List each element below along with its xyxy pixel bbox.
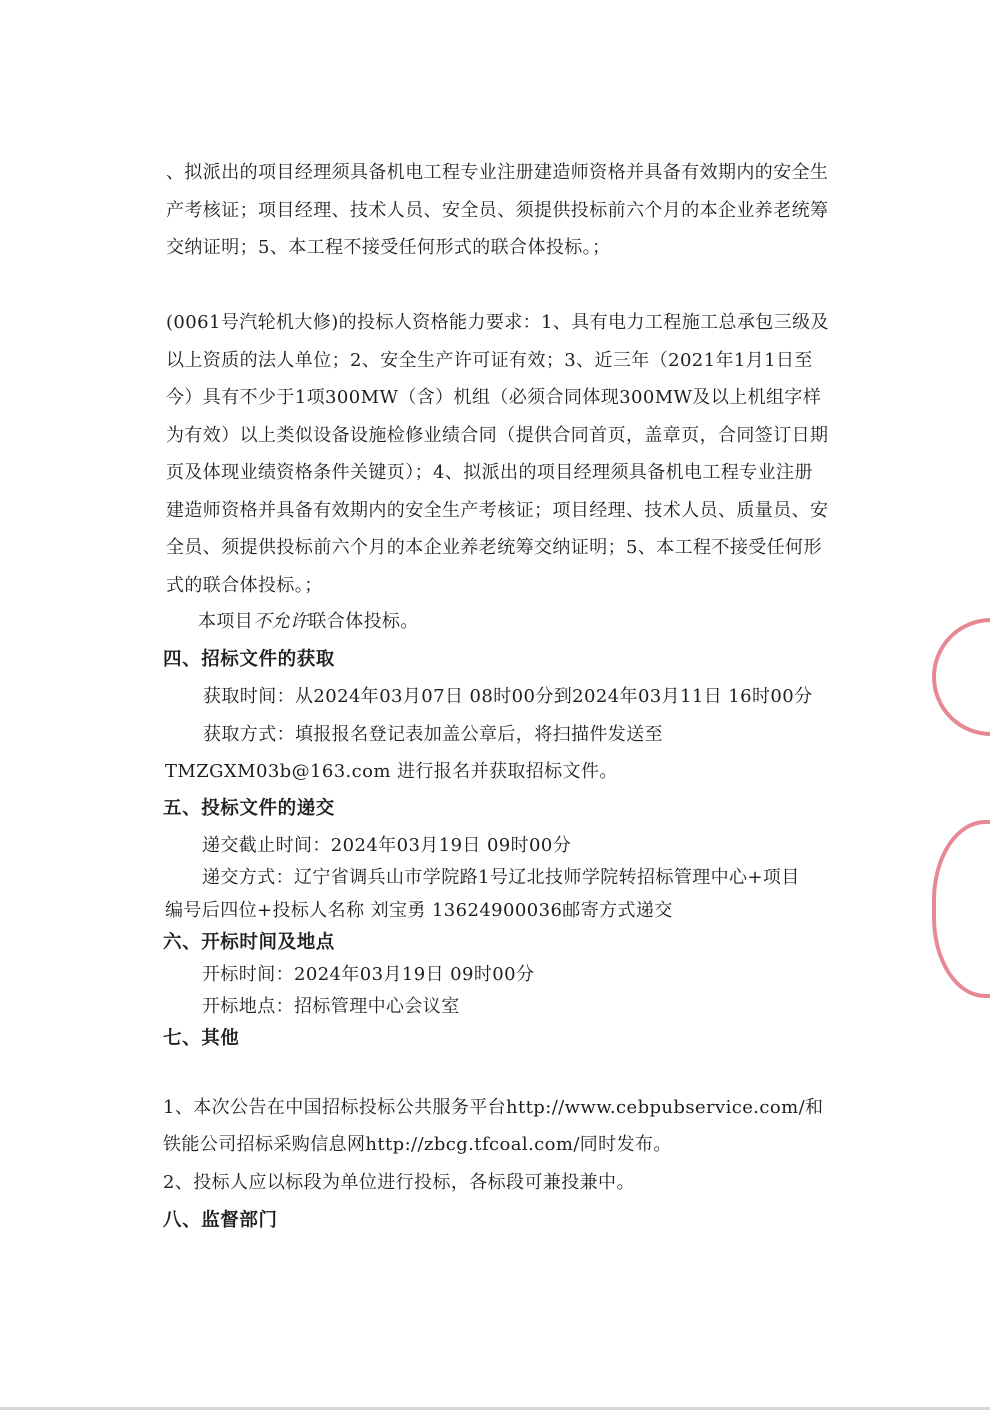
section-5-heading: 五、投标文件的递交 <box>163 798 335 819</box>
qualification-paragraph-2: (0061号汽轮机大修)的投标人资格能力要求：1、具有电力工程施工总承包三级及以上资质的法人单位；2、安全生产许可证有效；3、近三年（2021年1月1日至今）具有不少于1项300MW（含）机组（必须合同体现300MW及以上机组字样为有效）以上类似设备设施检修业绩合同（提供合同首页，盖章页，合同签订日期页及体现业绩资格条件关键页）；4、拟派出的项目经理须具备机电工程专业注册建造师资格并具备有效期内的安全生产考核证；项目经理、技术人员、质量员、安全员、须提供投标前六个月的本企业养老统筹交纳证明；5、本工程不接受任何形式的联合体投标。； <box>166 312 829 596</box>
submission-deadline: 递交截止时间：2024年03月19日 09时00分 <box>202 835 572 856</box>
doc-acquire-email: TMZGXM03b@163.com 进行报名并获取招标文件。 <box>165 761 618 782</box>
submission-method: 递交方式：辽宁省调兵山市学院路1号辽北技师学院转招标管理中心+项目 <box>202 867 800 888</box>
section-6-heading: 六、开标时间及地点 <box>163 932 335 953</box>
consortium-emphasis: 不允许 <box>253 611 309 632</box>
submission-method-cont: 编号后四位+投标人名称 刘宝勇 13624900036邮寄方式递交 <box>165 900 673 921</box>
other-item-1: 1、本次公告在中国招标投标公共服务平台http://www.cebpubservice.com/和 <box>163 1097 824 1118</box>
section-7-heading: 七、其他 <box>163 1028 240 1049</box>
doc-acquire-method: 获取方式：填报报名登记表加盖公章后，将扫描件发送至 <box>203 724 663 745</box>
seal-stamp-fragment-bottom <box>932 820 990 998</box>
other-item-1-cont: 铁能公司招标采购信息网http://zbcg.tfcoal.com/同时发布。 <box>163 1134 672 1155</box>
consortium-suffix: 联合体投标。 <box>308 611 419 632</box>
doc-acquire-time: 获取时间：从2024年03月07日 08时00分到2024年03月11日 16时00分 <box>203 686 813 707</box>
section-8-heading: 八、监督部门 <box>163 1210 278 1231</box>
seal-stamp-fragment-top <box>932 618 990 736</box>
section-4-heading: 四、招标文件的获取 <box>163 649 335 670</box>
qualification-paragraph-1: 、拟派出的项目经理须具备机电工程专业注册建造师资格并具备有效期内的安全生产考核证；项目经理、技术人员、安全员、须提供投标前六个月的本企业养老统筹交纳证明；5、本工程不接受任何形式的联合体投标。； <box>166 162 829 258</box>
consortium-note <box>198 606 419 638</box>
consortium-prefix: 本项目 <box>198 611 254 632</box>
other-item-2: 2、投标人应以标段为单位进行投标，各标段可兼投兼中。 <box>163 1172 635 1193</box>
opening-time: 开标时间：2024年03月19日 09时00分 <box>202 964 535 985</box>
opening-place: 开标地点：招标管理中心会议室 <box>202 996 460 1017</box>
